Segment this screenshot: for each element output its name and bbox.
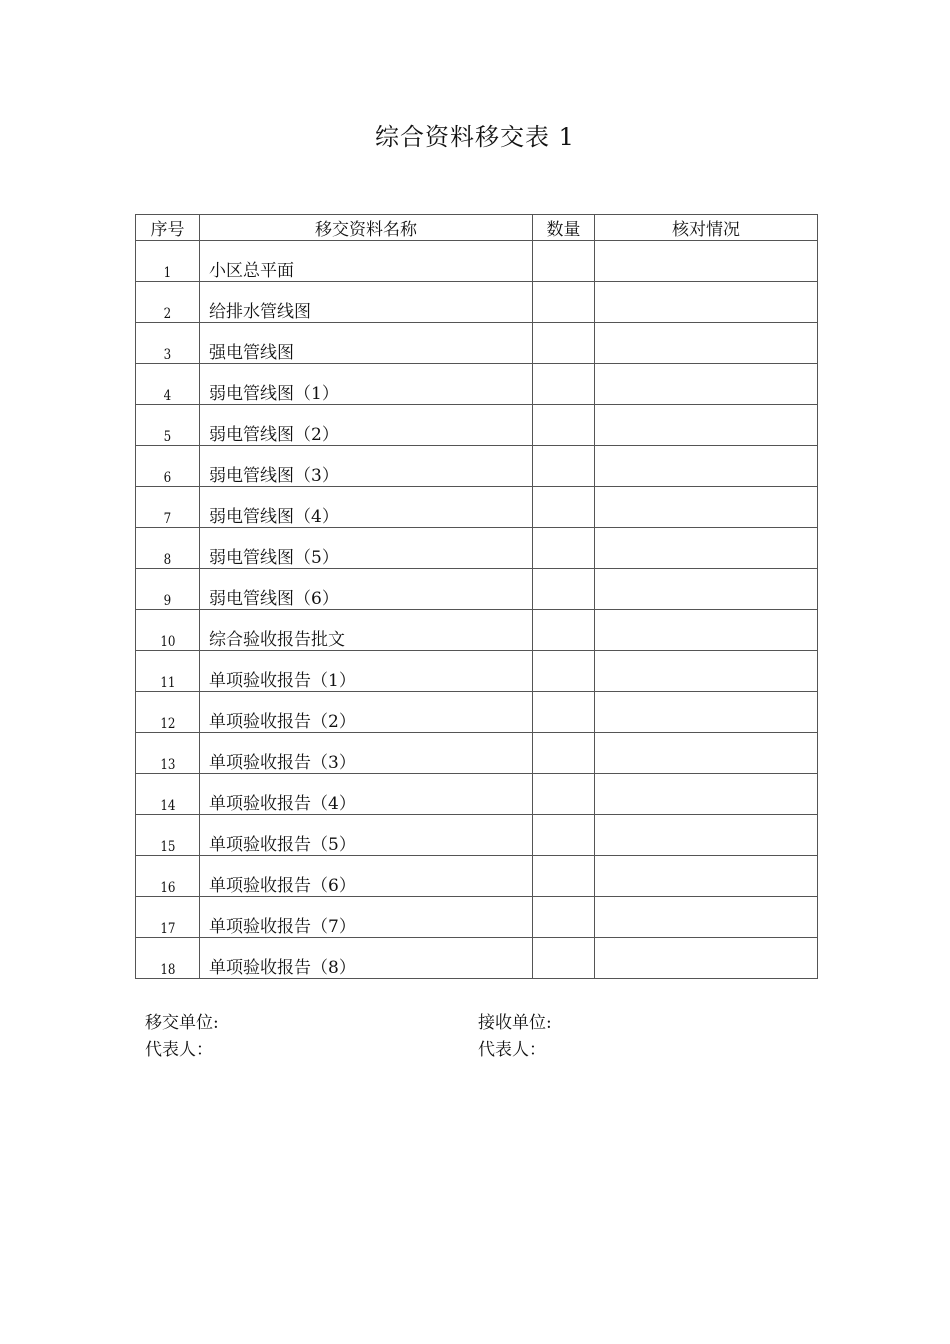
row-number-cell	[136, 528, 200, 569]
row-number-cell	[136, 364, 200, 405]
row-number: 14	[159, 798, 176, 814]
table-row	[136, 938, 818, 979]
table-row	[136, 323, 818, 364]
row-number: 18	[159, 962, 176, 978]
document-name-cell	[200, 446, 533, 487]
transfer-table	[135, 214, 818, 979]
transfer-rep-label: 代表人：	[145, 1040, 213, 1060]
check-status-cell	[595, 405, 818, 446]
row-number: 8	[163, 552, 172, 568]
check-status-cell	[595, 692, 818, 733]
document-name: 单项验收报告（1）	[209, 671, 356, 691]
page-title: 综合资料移交表 1	[375, 123, 575, 151]
check-status-cell	[595, 569, 818, 610]
quantity-cell	[533, 774, 595, 815]
document-name: 单项验收报告（6）	[209, 876, 356, 896]
document-name: 弱电管线图（1）	[209, 384, 339, 404]
check-status-cell	[595, 897, 818, 938]
row-number: 1	[163, 265, 172, 281]
document-name-cell	[200, 282, 533, 323]
table-row	[136, 733, 818, 774]
quantity-cell	[533, 405, 595, 446]
check-status-cell	[595, 282, 818, 323]
document-name-cell	[200, 241, 533, 282]
quantity-cell	[533, 651, 595, 692]
row-number-cell	[136, 487, 200, 528]
document-name: 强电管线图	[209, 343, 294, 363]
row-number-cell	[136, 405, 200, 446]
document-name: 单项验收报告（4）	[209, 794, 356, 814]
document-name: 弱电管线图（3）	[209, 466, 339, 486]
quantity-cell	[533, 692, 595, 733]
table-row	[136, 446, 818, 487]
table-row	[136, 569, 818, 610]
quantity-cell	[533, 610, 595, 651]
row-number-cell	[136, 446, 200, 487]
check-status-cell	[595, 856, 818, 897]
check-status-cell	[595, 528, 818, 569]
row-number-cell	[136, 651, 200, 692]
row-number: 3	[163, 347, 172, 363]
document-name: 单项验收报告（3）	[209, 753, 356, 773]
row-number-cell	[136, 323, 200, 364]
row-number: 6	[163, 470, 172, 486]
document-name-cell	[200, 774, 533, 815]
quantity-cell	[533, 364, 595, 405]
check-status-cell	[595, 446, 818, 487]
row-number-cell	[136, 733, 200, 774]
document-name: 弱电管线图（5）	[209, 548, 339, 568]
row-number: 4	[163, 388, 172, 404]
row-number: 16	[159, 880, 176, 896]
document-name: 单项验收报告（7）	[209, 917, 356, 937]
document-name: 弱电管线图（6）	[209, 589, 339, 609]
row-number-cell	[136, 569, 200, 610]
quantity-cell	[533, 323, 595, 364]
table-row	[136, 364, 818, 405]
table-row	[136, 487, 818, 528]
row-number-cell	[136, 815, 200, 856]
document-name: 弱电管线图（4）	[209, 507, 339, 527]
table-body	[136, 241, 818, 979]
receive-unit-label: 接收单位:	[478, 1013, 552, 1033]
table-row	[136, 815, 818, 856]
document-name-cell	[200, 528, 533, 569]
table-row	[136, 692, 818, 733]
check-status-cell	[595, 651, 818, 692]
document-name: 单项验收报告（8）	[209, 958, 356, 978]
quantity-cell	[533, 856, 595, 897]
quantity-cell	[533, 938, 595, 979]
document-name: 单项验收报告（2）	[209, 712, 356, 732]
row-number-cell	[136, 282, 200, 323]
row-number-cell	[136, 774, 200, 815]
header-no: 序号	[136, 215, 200, 241]
document-name-cell	[200, 569, 533, 610]
header-name: 移交资料名称	[200, 215, 533, 241]
quantity-cell	[533, 446, 595, 487]
check-status-cell	[595, 938, 818, 979]
document-name-cell	[200, 733, 533, 774]
row-number: 9	[163, 593, 172, 609]
header-check: 核对情况	[595, 215, 818, 241]
document-name-cell	[200, 364, 533, 405]
document-name-cell	[200, 938, 533, 979]
check-status-cell	[595, 487, 818, 528]
quantity-cell	[533, 487, 595, 528]
quantity-cell	[533, 241, 595, 282]
table-row	[136, 774, 818, 815]
check-status-cell	[595, 241, 818, 282]
document-name-cell	[200, 897, 533, 938]
row-number-cell	[136, 241, 200, 282]
document-name-cell	[200, 856, 533, 897]
row-number: 13	[159, 757, 176, 773]
document-name: 弱电管线图（2）	[209, 425, 339, 445]
check-status-cell	[595, 733, 818, 774]
row-number: 10	[159, 634, 176, 650]
row-number-cell	[136, 692, 200, 733]
document-name: 小区总平面	[209, 261, 294, 281]
table-row	[136, 405, 818, 446]
document-name-cell	[200, 815, 533, 856]
document-name-cell	[200, 610, 533, 651]
quantity-cell	[533, 528, 595, 569]
row-number: 2	[163, 306, 172, 322]
table-row	[136, 856, 818, 897]
row-number: 15	[159, 839, 176, 855]
row-number: 7	[163, 511, 172, 527]
table-row	[136, 610, 818, 651]
document-name-cell	[200, 323, 533, 364]
document-name-cell	[200, 405, 533, 446]
document-name: 综合验收报告批文	[209, 630, 345, 650]
quantity-cell	[533, 569, 595, 610]
row-number: 5	[163, 429, 172, 445]
quantity-cell	[533, 282, 595, 323]
document-name-cell	[200, 651, 533, 692]
row-number: 11	[159, 675, 176, 691]
table-row	[136, 282, 818, 323]
row-number-cell	[136, 610, 200, 651]
document-name-cell	[200, 487, 533, 528]
row-number: 12	[159, 716, 176, 732]
quantity-cell	[533, 733, 595, 774]
check-status-cell	[595, 364, 818, 405]
quantity-cell	[533, 897, 595, 938]
check-status-cell	[595, 323, 818, 364]
row-number-cell	[136, 897, 200, 938]
table-row	[136, 651, 818, 692]
row-number-cell	[136, 938, 200, 979]
row-number: 17	[159, 921, 176, 937]
check-status-cell	[595, 815, 818, 856]
table-row	[136, 528, 818, 569]
transfer-unit-label: 移交单位:	[145, 1013, 219, 1033]
table-row	[136, 897, 818, 938]
document-name: 给排水管线图	[209, 302, 311, 322]
document-name: 单项验收报告（5）	[209, 835, 356, 855]
table-row	[136, 241, 818, 282]
receive-rep-label: 代表人：	[478, 1040, 546, 1060]
document-name-cell	[200, 692, 533, 733]
quantity-cell	[533, 815, 595, 856]
row-number-cell	[136, 856, 200, 897]
check-status-cell	[595, 610, 818, 651]
table-header-row	[136, 215, 818, 241]
check-status-cell	[595, 774, 818, 815]
header-quantity: 数量	[533, 215, 595, 241]
